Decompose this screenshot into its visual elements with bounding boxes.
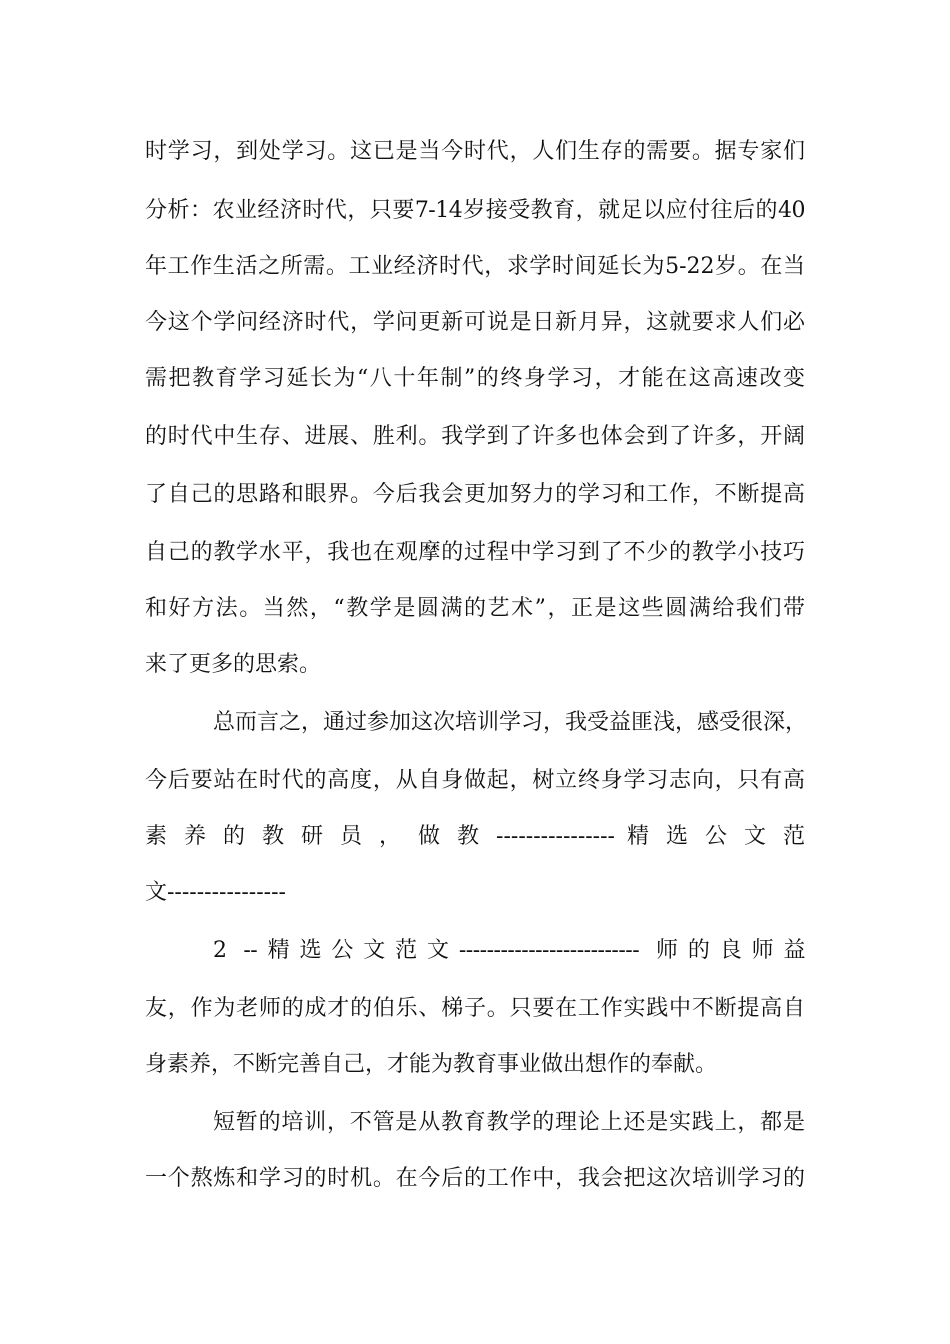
paragraph-line-6: 的时代中生存、进展、胜利。我学到了许多也体会到了许多，开阔 xyxy=(145,424,805,449)
paragraph-line-10: 来了更多的思索。 xyxy=(145,652,322,677)
paragraph-line-7: 了自己的思路和眼界。今后我会更加努力的学习和工作，不断提高 xyxy=(145,482,805,507)
paragraph-line-11: 总而言之，通过参加这次培训学习，我受益匪浅，感受很深， xyxy=(213,710,808,735)
paragraph-line-17: 身素养，不断完善自己，才能为教育事业做出想作的奉献。 xyxy=(145,1052,718,1077)
paragraph-line-18: 短暂的培训，不管是从教育教学的理论上还是实践上，都是 xyxy=(213,1110,805,1135)
paragraph-line-1: 时学习，到处学习。这已是当今时代，人们生存的需要。据专家们 xyxy=(145,139,805,164)
paragraph-line-5: 需把教育学习延长为“八十年制”的终身学习，才能在这高速改变 xyxy=(145,366,805,391)
paragraph-line-2: 分析：农业经济时代，只要7-14岁接受教育，就足以应付往后的40 xyxy=(145,198,805,223)
paragraph-line-12: 今后要站在时代的高度，从自身做起，树立终身学习志向，只有高 xyxy=(145,768,805,793)
paragraph-line-9: 和好方法。当然，“教学是圆满的艺术”，正是这些圆满给我们带 xyxy=(145,596,805,621)
paragraph-line-3: 年工作生活之所需。工业经济时代，求学时间延长为5-22岁。在当 xyxy=(145,254,805,279)
paragraph-line-19: 一个熬炼和学习的时机。在今后的工作中，我会把这次培训学习的 xyxy=(145,1166,805,1191)
paragraph-line-16: 友，作为老师的成才的伯乐、梯子。只要在工作实践中不断提高自 xyxy=(145,996,805,1021)
paragraph-line-14: 文---------------- xyxy=(145,880,286,905)
paragraph-line-4: 今这个学问经济时代，学问更新可说是日新月异，这就要求人们必 xyxy=(145,310,805,335)
paragraph-line-13: 素 养 的 教 研 员 ， 做 教 ---------------- 精 选 公 文 范 xyxy=(145,824,805,849)
paragraph-line-8: 自己的教学水平，我也在观摩的过程中学习到了不少的教学小技巧 xyxy=(145,540,805,565)
paragraph-line-15: 2 --精选公文范文-------------------------- 师的良师益 xyxy=(213,938,805,963)
